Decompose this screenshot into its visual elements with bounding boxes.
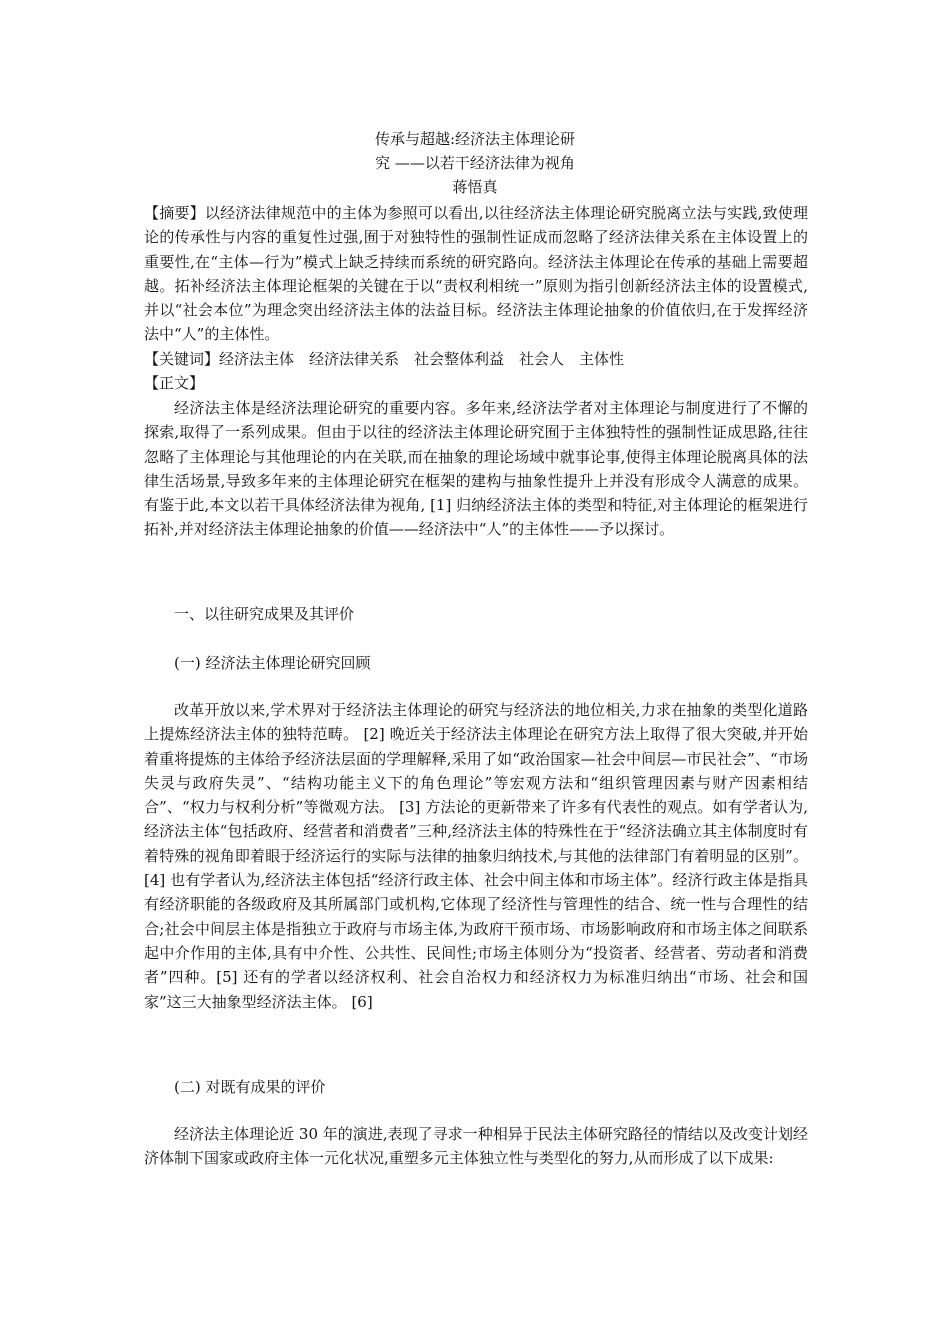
- article-author: 蒋悟真: [452, 178, 498, 196]
- section-heading: 一、以往研究成果及其评价: [174, 605, 355, 623]
- body-label: 【正文】: [144, 374, 205, 392]
- subsection-heading-evaluation: (二) 对既有成果的评价: [174, 1078, 326, 1096]
- subsection-heading-review: (一) 经济法主体理论研究回顾: [174, 654, 371, 672]
- review-paragraph: 改革开放以来,学术界对于经济法主体理论的研究与经济法的地位相关,力求在抽象的类型化道路上提炼经济法主体的独特范畴。 [2] 晚近关于经济法主体理论在研究方法上取得了很大突破,并开始着重将提炼的主体给予经济法层面的学理解释,采用了如“政治国家—社会中间层—市民社会”、“市场失灵与政府失灵”、“结构功能主义下的角色理论”等宏观方法和“组织管理因素与财产因素相结合”、“权力与权利分析”等微观方法。 [3] 方法论的更新带来了许多有代表性的观点。如有学者认为,经济法主体“包括政府、经营者和消费者”三种,经济法主体的特殊性在于“经济法确立其主体制度时有着特殊的视角即着眼于经济运行的实际与法律的抽象归纳技术,与其他的法律部门有着明显的区别”。 [4] 也有学者认为,经济法主体包括“经济行政主体、社会中间主体和市场主体”。经济行政主体是指具有经济职能的各级政府及其所属部门或机构,它体现了经济性与管理性的结合、统一性与合理性的结合;社会中间层主体是指独立于政府与市场主体,为政府干预市场、市场影响政府和市场主体之间联系起中介作用的主体,具有中介性、公共性、民间性;市场主体则分为“投资者、经营者、劳动者和消费者”四种。[5] 还有的学者以经济权利、社会自治权力和经济权力为标准归纳出“市场、社会和国家”这三大抽象型经济法主体。 [6]: [144, 701, 808, 1011]
- article-title-line1: 传承与超越:经济法主体理论研: [374, 130, 576, 148]
- article-title-line2: 究 ——以若干经济法律为视角: [375, 154, 575, 172]
- evaluation-paragraph: 经济法主体理论近 30 年的演进,表现了寻求一种相异于民法主体研究路径的情结以及改变计划经济体制下国家或政府主体一元化状况,重塑多元主体独立性与类型化的努力,从而形成了以下成果:: [144, 1125, 808, 1168]
- abstract-paragraph: 【摘要】以经济法律规范中的主体为参照可以看出,以往经济法主体理论研究脱离立法与实践,致使理论的传承性与内容的重复性过强,囿于对独特性的强制性证成而忽略了经济法律关系在主体设置上的重要性,在“主体—行为”模式上缺乏持续而系统的研究路向。经济法主体理论在传承的基础上需要超越。拓补经济法主体理论框架的关键在于以“责权利相统一”原则为指引创新经济法主体的设置模式,并以“社会本位”为理念突出经济法主体的法益目标。经济法主体理论抽象的价值依归,在于发挥经济法中“人”的主体性。: [144, 204, 808, 344]
- intro-paragraph: 经济法主体是经济法理论研究的重要内容。多年来,经济法学者对主体理论与制度进行了不懈的探索,取得了一系列成果。但由于以往的经济法主体理论研究囿于主体独特性的强制性证成思路,往往忽略了主体理论与其他理论的内在关联,而在抽象的理论场域中就事论事,使得主体理论脱离具体的法律生活场景,导致多年来的主体理论研究在框架的建构与抽象性提升上并没有形成令人满意的成果。有鉴于此,本文以若干具体经济法律为视角, [1] 归纳经济法主体的类型和特征,对主体理论的框架进行拓补,并对经济法主体理论抽象的价值——经济法中“人”的主体性——予以探讨。: [144, 399, 808, 539]
- keywords-line: 【关键词】经济法主体 经济法律关系 社会整体利益 社会人 主体性: [144, 350, 625, 368]
